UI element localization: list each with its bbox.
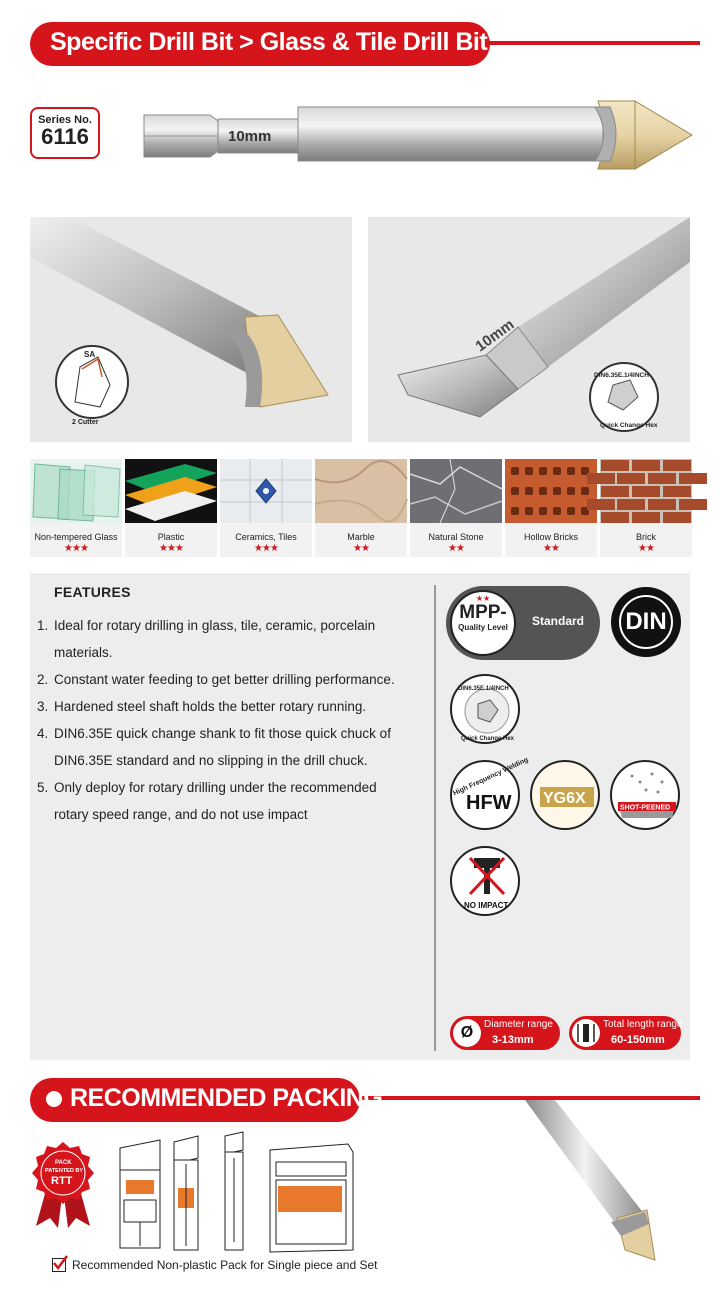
feature-number: 4. — [37, 726, 49, 741]
no-impact-label: NO IMPACT — [464, 901, 509, 910]
rating-stars: ★★★ — [64, 543, 88, 554]
hex-badge-bottom-text: Quick Change Hex — [461, 736, 515, 742]
brick-image — [600, 459, 692, 523]
mpp-stars: ★★ — [475, 594, 491, 603]
features-list — [37, 612, 417, 828]
feature-item — [37, 720, 417, 774]
drill-bit-image — [140, 95, 700, 175]
cutter-badge-bottom: 2 Cutter — [72, 419, 99, 426]
material-name: Ceramics, Tiles — [235, 532, 297, 542]
material-name: Marble — [347, 532, 375, 542]
hollow-brick-image — [505, 459, 597, 523]
feature-number: 5. — [37, 780, 49, 795]
material-name: Plastic — [157, 532, 185, 542]
detail-shank-marking: 10mm — [472, 315, 518, 356]
material-marble — [315, 459, 407, 557]
length-range-badge — [569, 1016, 681, 1050]
feature-number: 1. — [37, 618, 49, 633]
feature-item — [37, 612, 417, 666]
no-impact-badge — [450, 846, 520, 916]
packing-illustrations — [108, 1130, 358, 1255]
feature-item — [37, 774, 417, 828]
glass-image — [30, 459, 122, 523]
rating-stars: ★★★ — [159, 543, 183, 554]
rating-stars: ★★ — [353, 543, 369, 554]
features-title: FEATURES — [54, 584, 131, 600]
shank-closeup-panel — [368, 217, 690, 442]
length-range-value: 60-150mm — [611, 1034, 665, 1046]
patent-seal — [28, 1140, 98, 1230]
diameter-icon: Ø — [453, 1019, 481, 1047]
yg6x-label: YG6X — [543, 790, 586, 807]
feature-item — [37, 693, 417, 720]
hex-badge-bottom: Quick Change Hex — [600, 422, 658, 429]
patent-brand: RTT — [51, 1175, 73, 1187]
feature-number: 3. — [37, 699, 49, 714]
shot-peened-badge — [610, 760, 680, 830]
rating-stars: ★★ — [638, 543, 654, 554]
cutter-badge-top: SA — [84, 350, 96, 359]
material-stone — [410, 459, 502, 557]
page-title: Specific Drill Bit > Glass & Tile Drill Bit — [50, 28, 488, 56]
yg6x-badge — [530, 760, 600, 830]
hex-badge-top: DIN6.35E.1/4INCH — [594, 372, 649, 379]
plastic-image — [125, 459, 217, 523]
hfw-arc-text: High Frequency Welding — [452, 756, 530, 798]
material-name: Brick — [636, 532, 656, 542]
packing-title: RECOMMENDED PACKING — [70, 1084, 383, 1112]
series-number: 6116 — [41, 124, 89, 149]
stone-image — [410, 459, 502, 523]
diameter-range-label: Diameter range — [484, 1019, 553, 1030]
mpp-subtitle: Quality Level — [458, 623, 508, 632]
title-rule — [470, 41, 700, 45]
series-badge — [30, 107, 100, 159]
hero-shank-marking: 10mm — [228, 128, 272, 145]
din-badge — [611, 587, 681, 657]
hex-shank-badge — [450, 674, 520, 744]
hfw-badge — [450, 756, 530, 830]
series-label: Series No. — [38, 114, 92, 126]
mpp-title: MPP- — [459, 602, 507, 623]
tile-image — [220, 459, 312, 523]
rating-stars: ★★ — [543, 543, 559, 554]
rating-stars: ★★★ — [254, 543, 278, 554]
material-name: Hollow Bricks — [523, 532, 578, 542]
hfw-icon — [452, 756, 530, 832]
feature-text: Ideal for rotary drilling in glass, tile, ceramic, porcelain — [54, 618, 376, 633]
mpp-circle — [450, 590, 516, 656]
feature-text: Only deploy for rotary drilling under the recommended — [54, 780, 377, 795]
shot-peened-icon — [612, 762, 682, 832]
yg6x-icon — [532, 762, 602, 832]
packing-note-text: Recommended Non-plastic Pack for Single piece and Set — [72, 1258, 378, 1272]
feature-text: Constant water feeding to get better drilling performance. — [54, 672, 395, 687]
din-label: DIN — [619, 595, 673, 649]
material-name: Non-tempered Glass — [34, 532, 118, 542]
material-ceramics — [220, 459, 312, 557]
packing-note — [52, 1258, 378, 1272]
patent-line1: PACK — [55, 1160, 72, 1166]
materials-row — [30, 459, 690, 557]
hfw-label: HFW — [466, 792, 512, 814]
hex-shank-icon — [452, 676, 522, 746]
rating-stars: ★★ — [448, 543, 464, 554]
diameter-range-badge — [450, 1016, 560, 1050]
features-divider — [434, 585, 436, 1051]
feature-number: 2. — [37, 672, 49, 687]
feature-text: materials. — [54, 645, 113, 660]
material-plastic — [125, 459, 217, 557]
feature-text: DIN6.35E quick change shank to fit those quick chuck of — [54, 726, 391, 741]
feature-text: DIN6.35E standard and no slipping in the drill chuck. — [54, 753, 368, 768]
shot-peened-label: SHOT-PEENED — [620, 804, 671, 812]
patent-line2: PATENTED BY — [45, 1168, 83, 1174]
diameter-range-value: 3-13mm — [492, 1034, 534, 1046]
hex-badge-top-text: DIN6.35E.1/4INCH — [458, 686, 509, 692]
feature-item — [37, 666, 417, 693]
no-impact-icon — [452, 848, 522, 918]
feature-text: rotary speed range, and do not use impact — [54, 807, 308, 822]
tip-closeup-panel — [30, 217, 352, 442]
drill-bit-tip-image — [525, 1100, 665, 1270]
length-icon — [572, 1019, 600, 1047]
material-name: Natural Stone — [428, 532, 484, 542]
marble-image — [315, 459, 407, 523]
length-range-label: Total length range — [603, 1019, 683, 1030]
mpp-standard-label: Standard — [532, 614, 585, 628]
bullet-icon — [46, 1091, 62, 1107]
material-hollow-bricks — [505, 459, 597, 557]
material-glass — [30, 459, 122, 557]
material-brick — [600, 459, 692, 557]
checkmark-icon — [52, 1258, 66, 1272]
feature-text: Hardened steel shaft holds the better rotary running. — [54, 699, 367, 714]
